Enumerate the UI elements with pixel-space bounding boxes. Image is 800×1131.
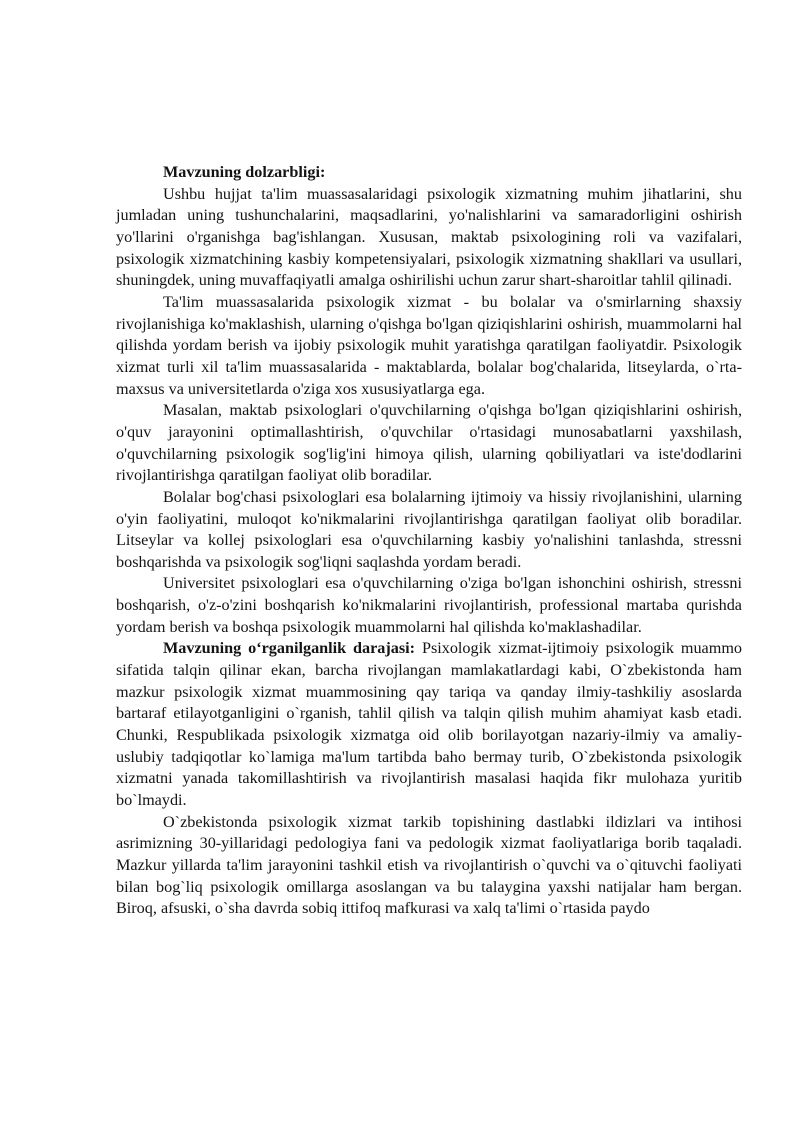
paragraph-university-psychologists: Universitet psixologlari esa o'quvchilarning o'ziga bo'lgan ishonchini oshirish, stressni boshqarish, o'z-o'zini boshqarish ko'nikmalarini rivojlantirish, professional martaba qurishda yordam berish va boshqa psixologik muammolarni hal qilishda ko'maklashadilar. [116, 574, 742, 636]
paragraph-purpose: Ushbu hujjat ta'lim muassasalaridagi psixologik xizmatning muhim jihatlarini, shu jumladan uning tushunchalarini, maqsadlarini, yo'nalishlarini va samaradorligini oshirish yo'llarini o'rganishga bag'ishlangan. Xususan, maktab psixologining roli va vazifalari, psixologik xizmatchining kasbiy kompetensiyalari, psixologik xizmatning shakllari va usullari, shuningdek, uning muvaffaqiyatli amalga oshirilishi uchun zarur shart-sharoitlar tahlil qilinadi. [116, 184, 742, 290]
study-level-heading: Mavzuning o‘rganilganlik darajasi: [163, 639, 416, 658]
paragraph-history: O`zbekistonda psixologik xizmat tarkib topishining dastlabki ildizlari va intihosi asrimizning 30-yillaridagi pedologiya fani va pedologik xizmat faoliyatlariga borib taqaladi. Mazkur yillarda ta'lim jarayonini tashkil etish va rivojlantirish o`quvchi va o`qituvchi faoliyati bilan bog`liq psixologik omillarga asoslangan va bu talaygina yaxshi natijalar ham bergan. Biroq, afsuski, o`sha davrda sobiq ittifoq mafkurasi va xalq ta'limi o`rtasida paydo [116, 812, 742, 918]
paragraph-study-level [116, 638, 742, 811]
study-level-text: Psixologik xizmat-ijtimoiy psixologik muammo sifatida talqin qilinar ekan, barcha rivojlangan mamlakatlardagi kabi, O`zbekistonda ham mazkur psixologik xizmat muammosining qay tariqa va qanday ilmiy-tashkiliy asoslarda bartaraf etilayotganligini o`rganish, tahlil qilish va talqin qilish muhim ahamiyat kasb etadi. Chunki, Respublikada psixologik xizmatga oid olib borilayotgan nazariy-ilmiy va amaliy-uslubiy tadqiqotlar ko`lamiga ma'lum tartibda baho bermay turib, O`zbekistonda psixologik xizmatni yanada takomillashtirish va rivojlantirish masalasi haqida fikr mulohaza yuritib bo`lmaydi. [116, 639, 743, 810]
paragraph-kindergarten-psychologists: Bolalar bog'chasi psixologlari esa bolalarning ijtimoiy va hissiy rivojlanishini, ularning o'yin faoliyatini, muloqot ko'nikmalarini rivojlantirishga qaratilgan faoliyat olib boradilar. Litseylar va kollej psixologlari esa o'quvchilarning kasbiy yo'nalishini tanlashda, stressni boshqarishda va psixologik sog'liqni saqlashda yordam beradi. [116, 487, 742, 571]
document-page [116, 162, 742, 920]
section-heading: Mavzuning dolzarbligi: [163, 163, 326, 181]
paragraph-definition: Ta'lim muassasalarida psixologik xizmat - bu bolalar va o'smirlarning shaxsiy rivojlanishiga ko'maklashish, ularning o'qishga bo'lgan qiziqishlarini oshirish, muammolarni hal qilishda yordam berish va ijobiy psixologik muhit yaratishga qaratilgan faoliyatdir. Psixologik xizmat turli xil ta'lim muassasalarida - maktablarda, bolalar bog'chalarida, litseylarda, o`rta-maxsus va universitetlarda o'ziga xos xususiyatlarga ega. [116, 292, 742, 398]
paragraph-school-psychologists: Masalan, maktab psixologlari o'quvchilarning o'qishga bo'lgan qiziqishlarini oshirish, o'quv jarayonini optimallashtirish, o'quvchilar o'rtasidagi munosabatlarni yaxshilash, o'quvchilarning psixologik sog'lig'ini himoya qilish, ularning qobiliyatlari va iste'dodlarini rivojlantirishga qaratilgan faoliyat olib boradilar. [116, 401, 742, 485]
